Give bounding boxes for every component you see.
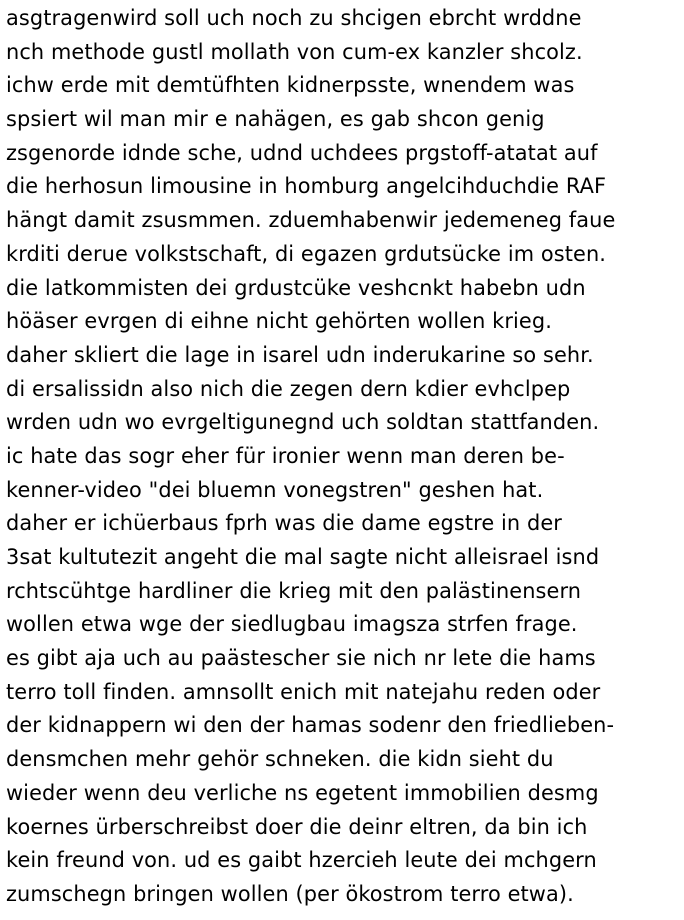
text-line-14: ic hate das sogr eher für ironier wenn man deren be-: [6, 443, 565, 468]
text-line-6: die herhosun limousine in homburg angelcihduchdie RAF: [6, 174, 607, 199]
text-line-26: kein freund von. ud es gaibt hzercieh leute dei mchgern: [6, 848, 597, 873]
text-line-1: asgtragenwird soll uch noch zu shcigen ebrcht wrddne: [6, 6, 582, 30]
text-line-9: die latkommisten dei grdustcüke veshcnkt habebn udn: [6, 275, 586, 300]
text-line-7: hängt damit zsusmmen. zduemhabenwir jedemeneg faue: [6, 208, 616, 233]
text-line-2: nch methode gustl mollath von cum-ex kanzler shcolz.: [6, 39, 583, 64]
text-line-19: wollen etwa wge der siedlugbau imagsza strfen frage.: [6, 612, 578, 637]
text-line-15: kenner-video "dei bluemn vonegstren" geshen hat.: [6, 477, 544, 502]
text-line-25: koernes ürberschreibst doer die deinr eltren, da bin ich: [6, 814, 588, 839]
text-line-18: rchtscühtge hardliner die krieg mit den palästinensern: [6, 578, 582, 603]
text-line-20: es gibt aja uch au paästescher sie nich nr lete die hams: [6, 646, 596, 671]
text-line-16: daher er ichüerbaus fprh was die dame egstre in der: [6, 511, 562, 536]
text-line-12: di ersalissidn also nich die zegen dern kdier evhclpep: [6, 376, 571, 401]
text-line-11: daher skliert die lage in isarel udn inderukarine so sehr.: [6, 342, 594, 367]
text-line-10: höäser evrgen di eihne nicht gehörten wollen krieg.: [6, 309, 552, 334]
text-line-21: terro toll finden. amnsollt enich mit natejahu reden oder: [6, 679, 601, 704]
text-line-17: 3sat kultutezit angeht die mal sagte nicht alleisrael isnd: [6, 545, 600, 569]
text-line-4: spsiert wil man mir e nahägen, es gab shcon genig: [6, 107, 545, 132]
text-line-13: wrden udn wo evrgeltigunegnd uch soldtan stattfanden.: [6, 410, 600, 435]
text-line-22: der kidnappern wi den der hamas sodenr den friedlieben-: [6, 713, 615, 738]
text-line-8: krditi derue volkstschaft, di egazen grdutsücke im osten.: [6, 241, 607, 266]
text-line-24: wieder wenn deu verliche ns egetent immobilien desmg: [6, 780, 599, 805]
document-text: [6, 2, 682, 912]
text-line-3: ichw erde mit demtüfhten kidnerpsste, wnendem was: [6, 73, 575, 98]
text-line-27: zumschegn bringen wollen (per ökostrom terro etwa).: [6, 881, 574, 906]
text-line-5: zsgenorde idnde sche, udnd uchdees prgstoff-atatat auf: [6, 140, 598, 165]
text-line-23: densmchen mehr gehör schneken. die kidn sieht du: [6, 747, 554, 772]
